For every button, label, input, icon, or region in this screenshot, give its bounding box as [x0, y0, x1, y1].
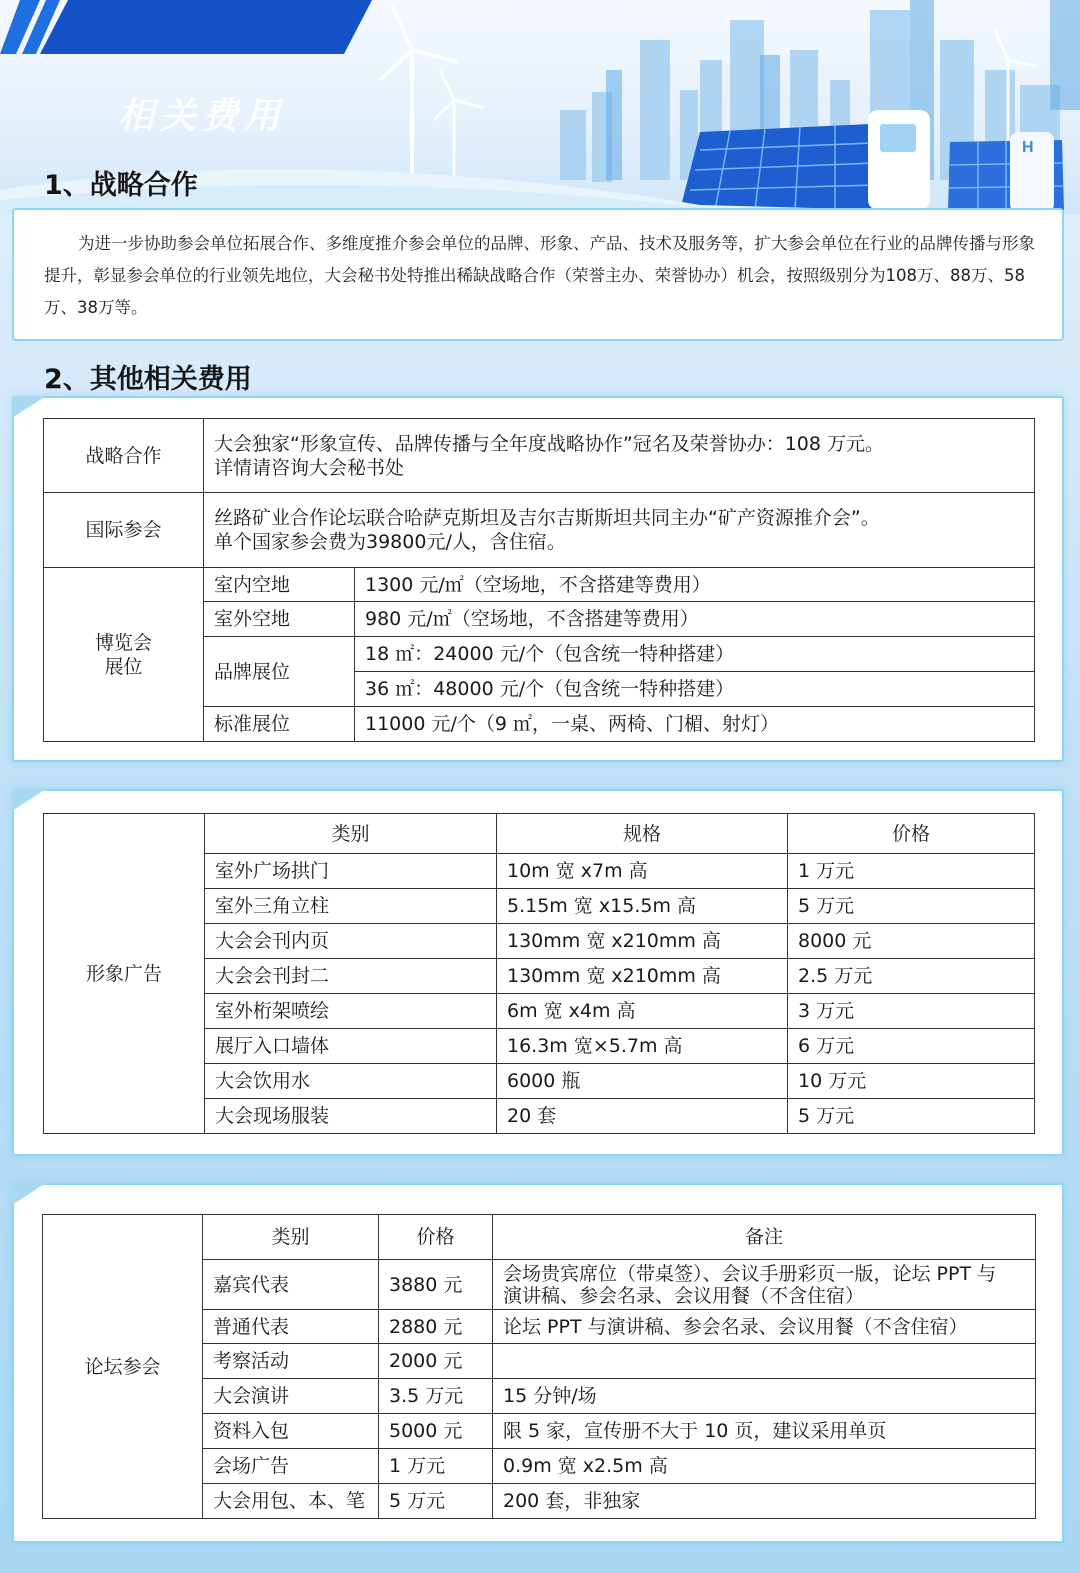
forum-category: 会场广告 [203, 1449, 379, 1484]
ad-price: 1 万元 [788, 854, 1035, 889]
forum-price: 3.5 万元 [379, 1379, 493, 1414]
ad-price: 6 万元 [788, 1029, 1035, 1064]
expo-type: 室外空地 [204, 602, 355, 637]
forum-category: 嘉宾代表 [203, 1260, 379, 1310]
expo-price: 1300 元/㎡（空场地，不含搭建等费用） [355, 568, 1035, 602]
expo-price: 18 ㎡：24000 元/个（包含统一特种搭建） [355, 637, 1035, 672]
row-label-strategic: 战略合作 [44, 419, 204, 493]
forum-category: 大会用包、本、笔 [203, 1484, 379, 1519]
column-header: 规格 [497, 814, 788, 854]
column-header: 备注 [493, 1215, 1036, 1260]
forum-category: 大会演讲 [203, 1379, 379, 1414]
ad-price: 10 万元 [788, 1064, 1035, 1099]
forum-note: 会场贵宾席位（带桌签）、会议手册彩页一版，论坛 PPT 与 演讲稿、参会名录、会议用餐（不含住宿） [493, 1260, 1036, 1310]
forum-price: 2000 元 [379, 1344, 493, 1379]
forum-note: 0.9m 宽 x2.5m 高 [493, 1449, 1036, 1484]
section-heading-other-fees: 2、其他相关费用 [44, 364, 252, 395]
ad-price: 5 万元 [788, 1099, 1035, 1134]
fees-table-forum [42, 1214, 1036, 1519]
row-label-image-ads: 形象广告 [44, 814, 205, 1134]
row-label-international: 国际参会 [44, 493, 204, 568]
column-header: 价格 [379, 1215, 493, 1260]
fees-table-image-ads [43, 813, 1035, 1134]
column-header: 价格 [788, 814, 1035, 854]
expo-type: 品牌展位 [204, 637, 355, 707]
ad-spec: 10m 宽 x7m 高 [497, 854, 788, 889]
title-banner-shape [0, 0, 372, 54]
table-row [44, 493, 1035, 568]
column-header: 类别 [205, 814, 497, 854]
ad-spec: 16.3m 宽×5.7m 高 [497, 1029, 788, 1064]
forum-category: 普通代表 [203, 1310, 379, 1344]
forum-note: 15 分钟/场 [493, 1379, 1036, 1414]
table-row [44, 419, 1035, 493]
ad-category: 室外三角立柱 [205, 889, 497, 924]
forum-price: 5000 元 [379, 1414, 493, 1449]
ad-category: 大会会刊封二 [205, 959, 497, 994]
ad-spec: 6m 宽 x4m 高 [497, 994, 788, 1029]
ad-category: 室外广场拱门 [205, 854, 497, 889]
forum-note: 论坛 PPT 与演讲稿、参会名录、会议用餐（不含住宿） [493, 1310, 1036, 1344]
forum-category: 资料入包 [203, 1414, 379, 1449]
expo-type: 标准展位 [204, 707, 355, 742]
fees-table-strategic [43, 418, 1035, 742]
expo-price: 36 ㎡：48000 元/个（包含统一特种搭建） [355, 672, 1035, 707]
forum-category: 考察活动 [203, 1344, 379, 1379]
ad-price: 3 万元 [788, 994, 1035, 1029]
table-row [44, 568, 1035, 602]
ad-category: 大会现场服装 [205, 1099, 497, 1134]
forum-price: 5 万元 [379, 1484, 493, 1519]
ad-spec: 130mm 宽 x210mm 高 [497, 924, 788, 959]
ad-category: 展厅入口墙体 [205, 1029, 497, 1064]
ad-spec: 6000 瓶 [497, 1064, 788, 1099]
ad-category: 大会饮用水 [205, 1064, 497, 1099]
row-label-expo-booth: 博览会 展位 [44, 568, 204, 742]
forum-price: 1 万元 [379, 1449, 493, 1484]
page-title: 相关费用 [118, 96, 287, 137]
forum-price: 3880 元 [379, 1260, 493, 1310]
ad-spec: 5.15m 宽 x15.5m 高 [497, 889, 788, 924]
expo-type: 室内空地 [204, 568, 355, 602]
forum-price: 2880 元 [379, 1310, 493, 1344]
expo-price: 11000 元/个（9 ㎡，一桌、两椅、门楣、射灯） [355, 707, 1035, 742]
table-header-row [44, 814, 1035, 854]
forum-note: 限 5 家，宣传册不大于 10 页，建议采用单页 [493, 1414, 1036, 1449]
forum-note: 200 套，非独家 [493, 1484, 1036, 1519]
expo-price: 980 元/㎡（空场地，不含搭建等费用） [355, 602, 1035, 637]
intro-card [12, 208, 1064, 341]
section-heading-strategic: 1、战略合作 [44, 170, 198, 201]
intro-paragraph: 为进一步协助参会单位拓展合作、多维度推介参会单位的品牌、形象、产品、技术及服务等，扩大参会单位在行业的品牌传播与形象提升，彰显参会单位的行业领先地位，大会秘书处特推出稀缺战略合作（荣誉主办、荣誉协办）机会，按照级别分为108万、88万、58万、38万等。 [44, 234, 1035, 317]
ad-price: 8000 元 [788, 924, 1035, 959]
ad-spec: 20 套 [497, 1099, 788, 1134]
ad-price: 5 万元 [788, 889, 1035, 924]
ad-spec: 130mm 宽 x210mm 高 [497, 959, 788, 994]
table-header-row [43, 1215, 1036, 1260]
ad-price: 2.5 万元 [788, 959, 1035, 994]
strategic-description: 大会独家“形象宣传、品牌传播与全年度战略协作”冠名及荣誉协办：108 万元。 详情请咨询大会秘书处 [204, 419, 1035, 493]
hero-banner [0, 0, 1080, 215]
row-label-forum: 论坛参会 [43, 1215, 203, 1519]
column-header: 类别 [203, 1215, 379, 1260]
international-description: 丝路矿业合作论坛联合哈萨克斯坦及吉尔吉斯斯坦共同主办“矿产资源推介会”。 单个国家参会费为39800元/人，含住宿。 [204, 493, 1035, 568]
forum-note [493, 1344, 1036, 1379]
svg-text:H: H [1022, 139, 1034, 156]
ad-category: 大会会刊内页 [205, 924, 497, 959]
ad-category: 室外桁架喷绘 [205, 994, 497, 1029]
